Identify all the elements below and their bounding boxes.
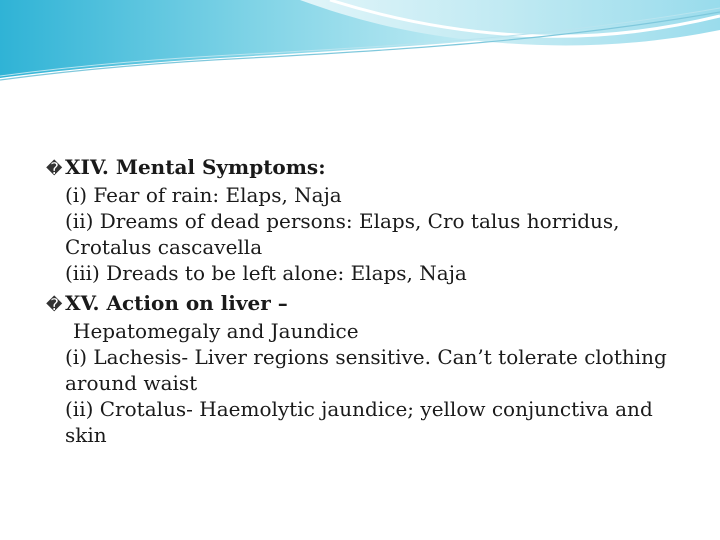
list-item: Crotalus cascavella [65, 235, 263, 259]
bullet-icon: � [46, 159, 63, 178]
bullet-icon: � [46, 295, 63, 314]
section-action-on-liver [46, 290, 706, 448]
header-wave-decoration [0, 0, 720, 90]
list-item: (i) Lachesis- Liver regions sensitive. Can’t tolerate clothing [65, 345, 667, 369]
list-item: skin [65, 423, 107, 447]
section-mental-symptoms [46, 154, 706, 286]
list-item: around waist [65, 371, 198, 395]
list-item: (ii) Crotalus- Haemolytic jaundice; yellow conjunctiva and [65, 397, 653, 421]
list-item: (iii) Dreads to be left alone: Elaps, Naja [65, 261, 467, 285]
list-item: (i) Fear of rain: Elaps, Naja [65, 183, 342, 207]
heading-text: XIV. Mental Symptoms: [65, 155, 326, 179]
section-heading [46, 154, 706, 182]
slide-body [46, 154, 706, 448]
list-item: Hepatomegaly and Jaundice [73, 319, 359, 343]
list-item: (ii) Dreams of dead persons: Elaps, Cro talus horridus, [65, 209, 620, 233]
heading-text: XV. Action on liver – [65, 291, 288, 315]
section-heading [46, 290, 706, 318]
